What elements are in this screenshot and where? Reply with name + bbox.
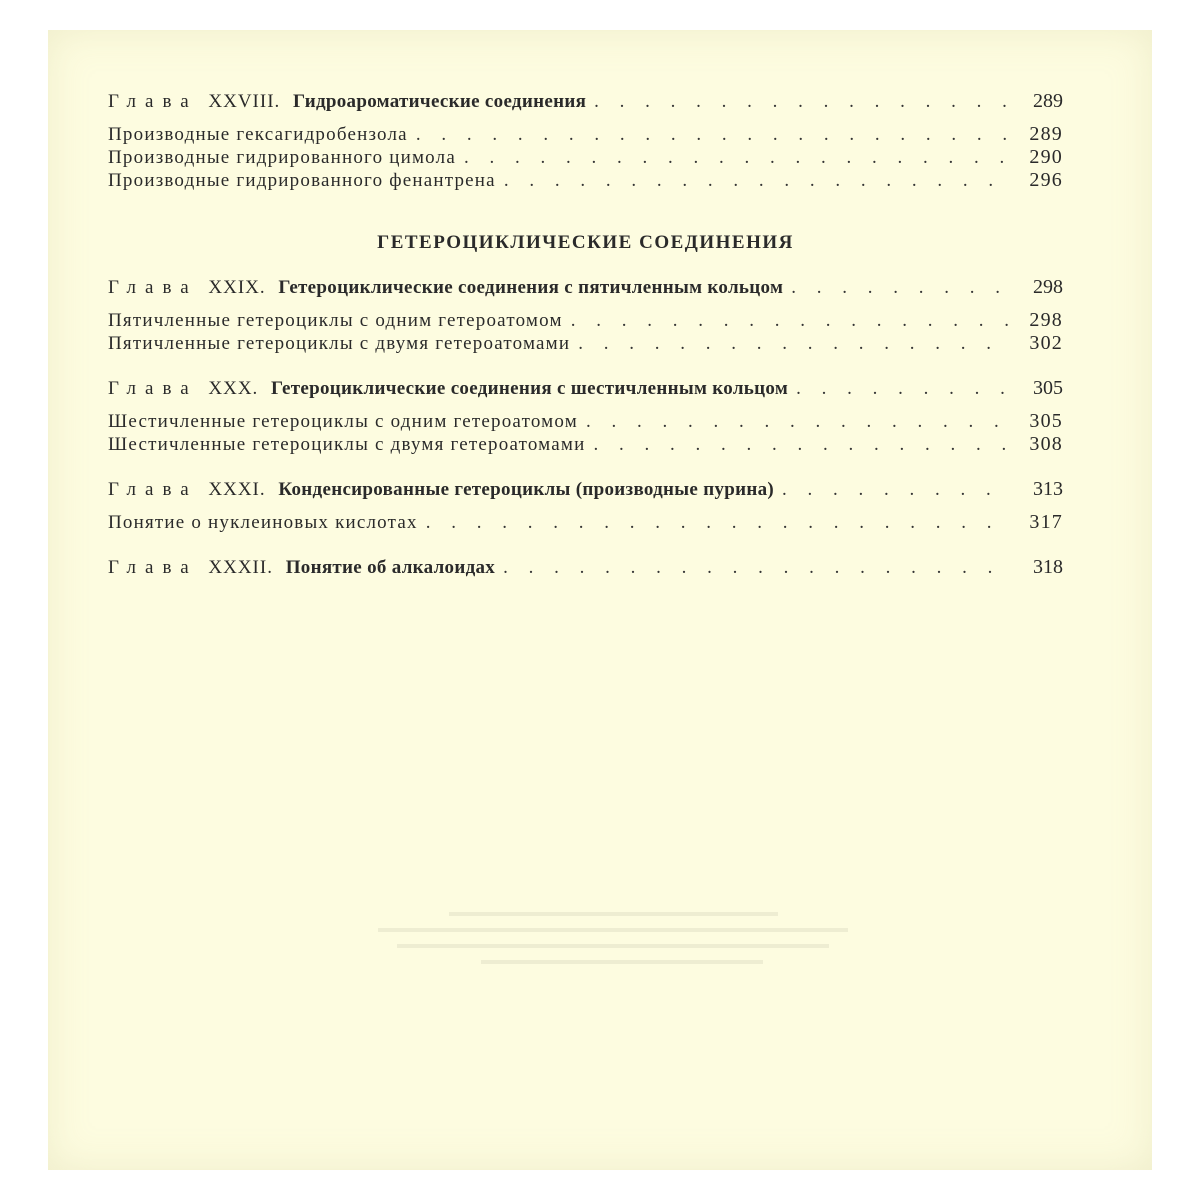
toc-chapter-31[interactable] (108, 478, 1063, 501)
page-number: 298 (1033, 276, 1063, 298)
chapter-numeral: XXVIII. (208, 91, 281, 112)
page-number: 290 (1029, 146, 1063, 168)
chapter-title: Гидроароматические соединения (293, 91, 587, 112)
dot-leader (586, 410, 1009, 433)
item-label: Пятичленные гетероциклы с двумя гетероатомами (108, 333, 571, 354)
chapter-heading (108, 479, 774, 501)
chapter-numeral: XXX. (208, 378, 259, 399)
toc-item[interactable] (108, 123, 1063, 146)
dot-leader (426, 511, 1009, 534)
page-number: 305 (1029, 410, 1063, 432)
toc-item[interactable] (108, 511, 1063, 534)
chapter-heading (108, 277, 783, 299)
page-number: 305 (1033, 377, 1063, 399)
item-label: Понятие о нуклеиновых кислотах (108, 512, 418, 533)
page-number: 289 (1033, 90, 1063, 112)
table-of-contents (108, 90, 1063, 579)
item-label: Шестичленные гетероциклы с двумя гетероатомами (108, 434, 586, 455)
chapter-numeral: XXXI. (208, 479, 266, 500)
chapter-numeral: XXXII. (208, 557, 273, 578)
item-label: Производные гидрированного фенантрена (108, 170, 496, 191)
dot-leader (791, 277, 1009, 299)
toc-item[interactable] (108, 433, 1063, 456)
page-number: 289 (1029, 123, 1063, 145)
chapter-prefix: Глава (108, 378, 198, 399)
book-page (48, 30, 1152, 1170)
chapter-numeral: XXIX. (208, 277, 266, 298)
chapter-prefix: Глава (108, 557, 198, 578)
toc-item[interactable] (108, 169, 1063, 192)
item-label: Шестичленные гетероциклы с одним гетероатомом (108, 411, 578, 432)
dot-leader (464, 146, 1009, 169)
dot-leader (416, 123, 1009, 146)
dot-leader (782, 479, 1009, 501)
chapter-prefix: Глава (108, 479, 198, 500)
item-label: Производные гидрированного цимола (108, 147, 456, 168)
toc-chapter-32[interactable] (108, 556, 1063, 579)
toc-chapter-29[interactable] (108, 276, 1063, 299)
toc-item[interactable] (108, 332, 1063, 355)
dot-leader (594, 91, 1009, 113)
dot-leader (796, 378, 1009, 400)
toc-item[interactable] (108, 410, 1063, 433)
chapter-title: Конденсированные гетероциклы (производные пурина) (278, 479, 775, 500)
dot-leader (594, 433, 1009, 456)
dot-leader (571, 309, 1009, 332)
page-number: 317 (1029, 511, 1063, 533)
chapter-prefix: Глава (108, 277, 198, 298)
page-number: 296 (1029, 169, 1063, 191)
page-number: 318 (1033, 556, 1063, 578)
page-number: 302 (1029, 332, 1063, 354)
toc-item[interactable] (108, 309, 1063, 332)
dot-leader (504, 169, 1009, 192)
chapter-title: Гетероциклические соединения с пятичленным кольцом (278, 277, 784, 298)
page-number: 298 (1029, 309, 1063, 331)
dot-leader (578, 332, 1009, 355)
chapter-prefix: Глава (108, 91, 198, 112)
chapter-heading (108, 378, 788, 400)
page-number: 313 (1033, 478, 1063, 500)
chapter-title: Понятие об алкалоидах (285, 557, 496, 578)
chapter-heading (108, 557, 495, 579)
bleed-through-text (378, 900, 848, 1010)
toc-chapter-30[interactable] (108, 377, 1063, 400)
dot-leader (503, 557, 1009, 579)
section-heading: ГЕТЕРОЦИКЛИЧЕСКИЕ СОЕДИНЕНИЯ (377, 232, 794, 253)
item-label: Производные гексагидробензола (108, 124, 408, 145)
chapter-heading (108, 91, 586, 113)
page-number: 308 (1029, 433, 1063, 455)
chapter-title: Гетероциклические соединения с шестичленным кольцом (271, 378, 789, 399)
toc-chapter-28[interactable] (108, 90, 1063, 113)
toc-item[interactable] (108, 146, 1063, 169)
item-label: Пятичленные гетероциклы с одним гетероатомом (108, 310, 563, 331)
